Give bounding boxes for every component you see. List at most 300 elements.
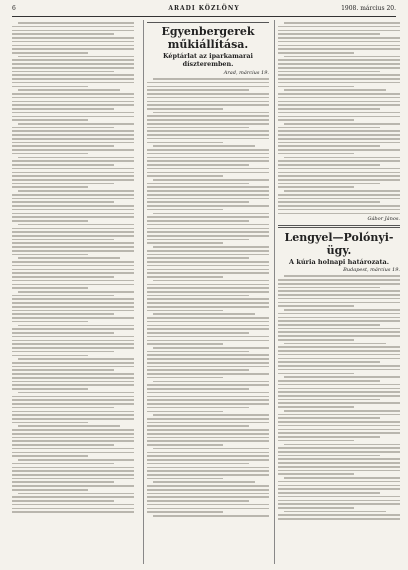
text-line-placeholder bbox=[12, 496, 134, 498]
text-line-placeholder bbox=[147, 153, 269, 155]
text-line-placeholder bbox=[12, 250, 134, 252]
text-line-placeholder bbox=[147, 373, 269, 375]
text-line-placeholder bbox=[12, 186, 88, 188]
article-subheading-right: A kúria holnapi határozata. bbox=[289, 258, 389, 267]
text-line-placeholder bbox=[12, 198, 134, 200]
text-line-placeholder bbox=[12, 228, 134, 230]
text-line-placeholder bbox=[278, 37, 400, 39]
text-line-placeholder bbox=[12, 317, 134, 319]
text-line-placeholder bbox=[147, 496, 269, 498]
text-line-placeholder bbox=[278, 455, 380, 457]
text-line-placeholder bbox=[12, 74, 134, 76]
text-line-placeholder bbox=[278, 302, 400, 304]
text-line-placeholder bbox=[278, 172, 400, 174]
text-line-placeholder bbox=[18, 224, 134, 226]
text-line-placeholder bbox=[147, 82, 269, 84]
text-line-placeholder bbox=[18, 425, 120, 427]
text-line-placeholder bbox=[147, 183, 249, 185]
text-line-placeholder bbox=[12, 67, 134, 69]
text-line-placeholder bbox=[147, 86, 269, 88]
text-line-placeholder bbox=[18, 257, 120, 259]
text-line-placeholder bbox=[12, 336, 134, 338]
text-line-placeholder bbox=[12, 93, 134, 95]
text-line-placeholder bbox=[278, 485, 400, 487]
text-line-placeholder bbox=[147, 115, 269, 117]
text-line-placeholder bbox=[153, 515, 269, 517]
text-line-placeholder bbox=[278, 361, 380, 363]
text-line-placeholder bbox=[147, 298, 269, 300]
text-line-placeholder bbox=[12, 377, 134, 379]
text-line-placeholder bbox=[147, 422, 269, 424]
text-line-placeholder bbox=[12, 340, 134, 342]
text-line-placeholder bbox=[147, 425, 249, 427]
text-line-placeholder bbox=[278, 205, 400, 207]
text-line-placeholder bbox=[147, 276, 223, 278]
text-line-placeholder bbox=[12, 373, 134, 375]
text-line-placeholder bbox=[278, 298, 400, 300]
text-line-placeholder bbox=[147, 201, 249, 203]
text-line-placeholder bbox=[153, 145, 255, 147]
text-line-placeholder bbox=[147, 388, 249, 390]
text-line-placeholder bbox=[12, 437, 134, 439]
article-byline: Arad, március 19. bbox=[223, 70, 269, 76]
text-line-placeholder bbox=[284, 56, 400, 58]
text-line-placeholder bbox=[18, 493, 134, 495]
text-line-placeholder bbox=[278, 417, 380, 419]
text-line-placeholder bbox=[12, 269, 134, 271]
text-line-placeholder bbox=[278, 507, 354, 509]
text-line-placeholder bbox=[12, 108, 114, 110]
text-line-placeholder bbox=[12, 172, 134, 174]
text-line-placeholder bbox=[147, 269, 269, 271]
text-line-placeholder bbox=[147, 489, 269, 491]
text-line-placeholder bbox=[147, 310, 223, 312]
text-line-placeholder bbox=[147, 354, 269, 356]
text-line-placeholder bbox=[147, 216, 269, 218]
text-line-placeholder bbox=[147, 284, 269, 286]
text-line-placeholder bbox=[147, 411, 223, 413]
text-line-placeholder bbox=[284, 376, 400, 378]
text-line-placeholder bbox=[12, 313, 114, 315]
text-line-placeholder bbox=[147, 101, 269, 103]
text-line-placeholder bbox=[278, 473, 354, 475]
text-line-placeholder bbox=[278, 82, 400, 84]
text-line-placeholder bbox=[147, 287, 269, 289]
text-line-placeholder bbox=[147, 328, 269, 330]
text-line-placeholder bbox=[12, 347, 134, 349]
text-line-placeholder bbox=[147, 459, 269, 461]
text-line-placeholder bbox=[278, 388, 400, 390]
text-line-placeholder bbox=[12, 168, 134, 170]
text-line-placeholder bbox=[12, 508, 134, 510]
column-left bbox=[12, 20, 134, 564]
text-line-placeholder bbox=[12, 511, 134, 513]
text-line-placeholder bbox=[12, 381, 134, 383]
text-line-placeholder bbox=[278, 153, 354, 155]
text-line-placeholder bbox=[12, 452, 134, 454]
text-line-placeholder bbox=[147, 306, 269, 308]
text-line-placeholder bbox=[12, 145, 114, 147]
text-line-placeholder bbox=[278, 86, 354, 88]
text-line-placeholder bbox=[278, 462, 400, 464]
text-line-placeholder bbox=[153, 112, 269, 114]
text-line-placeholder bbox=[12, 213, 134, 215]
text-line-placeholder bbox=[12, 164, 114, 166]
masthead bbox=[12, 4, 396, 17]
text-line-placeholder bbox=[278, 283, 400, 285]
text-line-placeholder bbox=[147, 295, 249, 297]
text-line-placeholder bbox=[12, 216, 134, 218]
text-line-placeholder bbox=[12, 220, 88, 222]
text-line-placeholder bbox=[278, 488, 400, 490]
text-line-placeholder bbox=[278, 104, 400, 106]
text-line-placeholder bbox=[278, 201, 380, 203]
text-line-placeholder bbox=[12, 284, 134, 286]
text-line-placeholder bbox=[278, 164, 380, 166]
text-line-placeholder bbox=[284, 157, 400, 159]
text-line-placeholder bbox=[278, 78, 400, 80]
text-line-placeholder bbox=[12, 239, 114, 241]
text-line-placeholder bbox=[147, 500, 249, 502]
text-line-placeholder bbox=[278, 116, 400, 118]
text-line-placeholder bbox=[278, 496, 400, 498]
text-line-placeholder bbox=[278, 346, 400, 348]
text-line-placeholder bbox=[147, 205, 269, 207]
text-line-placeholder bbox=[12, 246, 134, 248]
text-line-placeholder bbox=[147, 440, 269, 442]
text-line-placeholder bbox=[12, 272, 134, 274]
text-line-placeholder bbox=[147, 467, 269, 469]
text-line-placeholder bbox=[147, 242, 223, 244]
text-line-placeholder bbox=[278, 45, 400, 47]
text-line-placeholder bbox=[18, 325, 134, 327]
article-heading-right: Lengyel—Polónyi-ügy. bbox=[284, 231, 394, 258]
text-line-placeholder bbox=[147, 369, 249, 371]
text-line-placeholder bbox=[278, 127, 380, 129]
text-line-placeholder bbox=[278, 324, 380, 326]
text-line-placeholder bbox=[147, 261, 269, 263]
text-line-placeholder bbox=[147, 485, 269, 487]
text-line-placeholder bbox=[12, 500, 114, 502]
newspaper-title: ARADI KÖZLÖNY bbox=[168, 5, 240, 12]
text-line-placeholder bbox=[12, 433, 134, 435]
text-line-placeholder bbox=[278, 380, 380, 382]
text-line-placeholder bbox=[147, 168, 269, 170]
text-line-placeholder bbox=[12, 407, 114, 409]
text-line-placeholder bbox=[12, 481, 114, 483]
text-line-placeholder bbox=[278, 101, 400, 103]
text-line-placeholder bbox=[12, 101, 134, 103]
text-line-placeholder bbox=[147, 437, 269, 439]
text-line-placeholder bbox=[278, 447, 400, 449]
text-line-placeholder bbox=[12, 403, 134, 405]
text-line-placeholder bbox=[278, 350, 400, 352]
text-line-placeholder bbox=[278, 67, 400, 69]
text-line-placeholder bbox=[278, 93, 400, 95]
text-line-placeholder bbox=[12, 194, 134, 196]
text-line-placeholder bbox=[278, 179, 400, 181]
text-line-placeholder bbox=[12, 455, 88, 457]
text-line-placeholder bbox=[284, 190, 400, 192]
text-line-placeholder bbox=[278, 339, 354, 341]
text-line-placeholder bbox=[147, 291, 269, 293]
text-line-placeholder bbox=[278, 74, 400, 76]
text-line-placeholder bbox=[12, 183, 114, 185]
text-line-placeholder bbox=[278, 440, 354, 442]
text-line-placeholder bbox=[147, 257, 249, 259]
text-line-placeholder bbox=[12, 33, 114, 35]
text-line-placeholder bbox=[278, 41, 400, 43]
text-line-placeholder bbox=[278, 395, 400, 397]
text-line-placeholder bbox=[18, 157, 134, 159]
text-line-placeholder bbox=[278, 209, 400, 211]
text-line-placeholder bbox=[12, 306, 134, 308]
text-line-placeholder bbox=[278, 406, 354, 408]
text-line-placeholder bbox=[284, 477, 400, 479]
text-line-placeholder bbox=[147, 343, 223, 345]
text-line-placeholder bbox=[12, 298, 134, 300]
text-line-placeholder bbox=[284, 22, 400, 24]
text-line-placeholder bbox=[278, 414, 400, 416]
text-line-placeholder bbox=[278, 373, 354, 375]
text-line-placeholder bbox=[147, 164, 249, 166]
text-line-placeholder bbox=[147, 325, 269, 327]
text-line-placeholder bbox=[278, 48, 400, 50]
text-line-placeholder bbox=[147, 134, 269, 136]
text-line-placeholder bbox=[147, 317, 269, 319]
body-text-placeholder bbox=[278, 275, 400, 519]
text-line-placeholder bbox=[147, 172, 269, 174]
text-line-placeholder bbox=[12, 388, 88, 390]
text-line-placeholder bbox=[278, 119, 354, 121]
text-line-placeholder bbox=[278, 384, 400, 386]
text-line-placeholder bbox=[147, 108, 223, 110]
text-line-placeholder bbox=[153, 448, 269, 450]
text-line-placeholder bbox=[147, 228, 269, 230]
text-line-placeholder bbox=[278, 59, 400, 61]
text-line-placeholder bbox=[278, 138, 400, 140]
text-line-placeholder bbox=[278, 391, 400, 393]
section-divider bbox=[278, 225, 400, 228]
text-line-placeholder bbox=[12, 366, 134, 368]
text-line-placeholder bbox=[147, 97, 269, 99]
text-line-placeholder bbox=[147, 186, 269, 188]
text-line-placeholder bbox=[147, 418, 269, 420]
text-line-placeholder bbox=[153, 78, 269, 80]
body-text-placeholder bbox=[12, 22, 134, 513]
text-line-placeholder bbox=[12, 362, 134, 364]
text-line-placeholder bbox=[18, 459, 134, 461]
text-line-placeholder bbox=[284, 123, 400, 125]
article-subheading: Képtárlat az iparkamarai díszteremben. bbox=[163, 52, 253, 68]
text-line-placeholder bbox=[12, 295, 114, 297]
text-line-placeholder bbox=[18, 89, 120, 91]
text-line-placeholder bbox=[278, 481, 400, 483]
text-line-placeholder bbox=[153, 381, 269, 383]
text-line-placeholder bbox=[12, 418, 134, 420]
text-line-placeholder bbox=[12, 414, 134, 416]
text-line-placeholder bbox=[278, 313, 400, 315]
text-line-placeholder bbox=[147, 429, 269, 431]
text-line-placeholder bbox=[278, 183, 380, 185]
text-line-placeholder bbox=[278, 458, 400, 460]
text-line-placeholder bbox=[278, 503, 400, 505]
text-line-placeholder bbox=[147, 239, 249, 241]
text-line-placeholder bbox=[147, 452, 269, 454]
text-line-placeholder bbox=[12, 142, 134, 144]
text-line-placeholder bbox=[147, 119, 269, 121]
text-line-placeholder bbox=[147, 190, 269, 192]
text-line-placeholder bbox=[12, 130, 134, 132]
text-line-placeholder bbox=[12, 242, 134, 244]
text-line-placeholder bbox=[12, 399, 134, 401]
text-line-placeholder bbox=[18, 190, 134, 192]
text-line-placeholder bbox=[278, 287, 380, 289]
text-line-placeholder bbox=[147, 407, 249, 409]
text-line-placeholder bbox=[278, 149, 400, 151]
text-line-placeholder bbox=[12, 59, 134, 61]
text-line-placeholder bbox=[12, 276, 114, 278]
text-line-placeholder bbox=[12, 127, 114, 129]
text-line-placeholder bbox=[147, 220, 249, 222]
text-line-placeholder bbox=[18, 22, 134, 24]
text-line-placeholder bbox=[278, 97, 400, 99]
text-line-placeholder bbox=[278, 186, 354, 188]
text-line-placeholder bbox=[12, 179, 134, 181]
text-line-placeholder bbox=[147, 198, 269, 200]
text-line-placeholder bbox=[278, 320, 400, 322]
text-line-placeholder bbox=[147, 444, 223, 446]
text-line-placeholder bbox=[278, 514, 400, 516]
text-line-placeholder bbox=[147, 340, 269, 342]
text-line-placeholder bbox=[12, 104, 134, 106]
text-line-placeholder bbox=[153, 347, 269, 349]
text-line-placeholder bbox=[147, 474, 269, 476]
text-line-placeholder bbox=[278, 130, 400, 132]
issue-date: 1908. március 20. bbox=[341, 5, 396, 12]
body-text-placeholder bbox=[147, 78, 269, 517]
text-line-placeholder bbox=[278, 470, 400, 472]
text-line-placeholder bbox=[12, 37, 134, 39]
text-line-placeholder bbox=[153, 481, 255, 483]
text-line-placeholder bbox=[278, 432, 400, 434]
text-line-placeholder bbox=[12, 52, 88, 54]
text-line-placeholder bbox=[147, 89, 249, 91]
text-line-placeholder bbox=[147, 463, 249, 465]
column-right bbox=[274, 20, 400, 564]
text-line-placeholder bbox=[12, 45, 134, 47]
text-line-placeholder bbox=[12, 116, 134, 118]
text-line-placeholder bbox=[278, 108, 380, 110]
text-line-placeholder bbox=[12, 369, 114, 371]
text-line-placeholder bbox=[278, 328, 400, 330]
text-line-placeholder bbox=[147, 302, 269, 304]
text-line-placeholder bbox=[147, 478, 223, 480]
text-line-placeholder bbox=[278, 429, 400, 431]
text-line-placeholder bbox=[12, 411, 134, 413]
text-line-placeholder bbox=[278, 175, 400, 177]
text-line-placeholder bbox=[12, 485, 134, 487]
text-line-placeholder bbox=[278, 33, 380, 35]
text-line-placeholder bbox=[147, 127, 249, 129]
text-line-placeholder bbox=[12, 478, 134, 480]
text-line-placeholder bbox=[147, 396, 269, 398]
text-line-placeholder bbox=[153, 280, 269, 282]
text-line-placeholder bbox=[278, 198, 400, 200]
text-line-placeholder bbox=[12, 153, 88, 155]
text-line-placeholder bbox=[12, 41, 134, 43]
text-line-placeholder bbox=[12, 504, 134, 506]
text-line-placeholder bbox=[18, 358, 134, 360]
text-line-placeholder bbox=[278, 63, 400, 65]
text-line-placeholder bbox=[12, 265, 134, 267]
page-number: 6 bbox=[12, 5, 16, 12]
text-line-placeholder bbox=[147, 366, 269, 368]
text-line-placeholder bbox=[284, 343, 386, 345]
text-line-placeholder bbox=[278, 399, 380, 401]
text-line-placeholder bbox=[12, 63, 134, 65]
text-line-placeholder bbox=[12, 205, 134, 207]
text-line-placeholder bbox=[12, 48, 134, 50]
text-line-placeholder bbox=[12, 26, 134, 28]
text-line-placeholder bbox=[153, 414, 269, 416]
text-line-placeholder bbox=[147, 399, 269, 401]
text-line-placeholder bbox=[278, 112, 400, 114]
text-line-placeholder bbox=[284, 511, 386, 513]
text-line-placeholder bbox=[18, 392, 134, 394]
text-line-placeholder bbox=[12, 310, 134, 312]
text-line-placeholder bbox=[147, 209, 223, 211]
text-line-placeholder bbox=[278, 354, 400, 356]
text-line-placeholder bbox=[278, 436, 380, 438]
text-line-placeholder bbox=[12, 82, 134, 84]
text-line-placeholder bbox=[147, 138, 269, 140]
text-line-placeholder bbox=[147, 104, 269, 106]
text-line-placeholder bbox=[147, 392, 269, 394]
text-line-placeholder bbox=[147, 130, 269, 132]
text-line-placeholder bbox=[12, 489, 88, 491]
text-line-placeholder bbox=[147, 470, 269, 472]
text-line-placeholder bbox=[18, 123, 134, 125]
text-line-placeholder bbox=[284, 89, 386, 91]
text-line-placeholder bbox=[278, 26, 400, 28]
text-line-placeholder bbox=[147, 157, 269, 159]
text-line-placeholder bbox=[12, 30, 134, 32]
text-line-placeholder bbox=[12, 328, 134, 330]
text-line-placeholder bbox=[147, 149, 269, 151]
text-line-placeholder bbox=[12, 355, 88, 357]
text-line-placeholder bbox=[12, 160, 134, 162]
text-line-placeholder bbox=[12, 474, 134, 476]
text-line-placeholder bbox=[278, 168, 400, 170]
text-line-placeholder bbox=[147, 403, 269, 405]
text-line-placeholder bbox=[147, 377, 223, 379]
text-line-placeholder bbox=[12, 209, 134, 211]
text-line-placeholder bbox=[12, 112, 134, 114]
text-line-placeholder bbox=[12, 134, 134, 136]
text-line-placeholder bbox=[153, 313, 255, 315]
text-line-placeholder bbox=[147, 231, 269, 233]
text-line-placeholder bbox=[12, 302, 134, 304]
text-line-placeholder bbox=[147, 142, 223, 144]
text-line-placeholder bbox=[147, 272, 269, 274]
text-line-placeholder bbox=[12, 467, 134, 469]
article-byline-right: Budapest, március 19. bbox=[343, 267, 400, 274]
text-line-placeholder bbox=[12, 384, 134, 386]
text-line-placeholder bbox=[278, 71, 380, 73]
text-line-placeholder bbox=[147, 511, 223, 513]
column-middle bbox=[143, 20, 269, 564]
